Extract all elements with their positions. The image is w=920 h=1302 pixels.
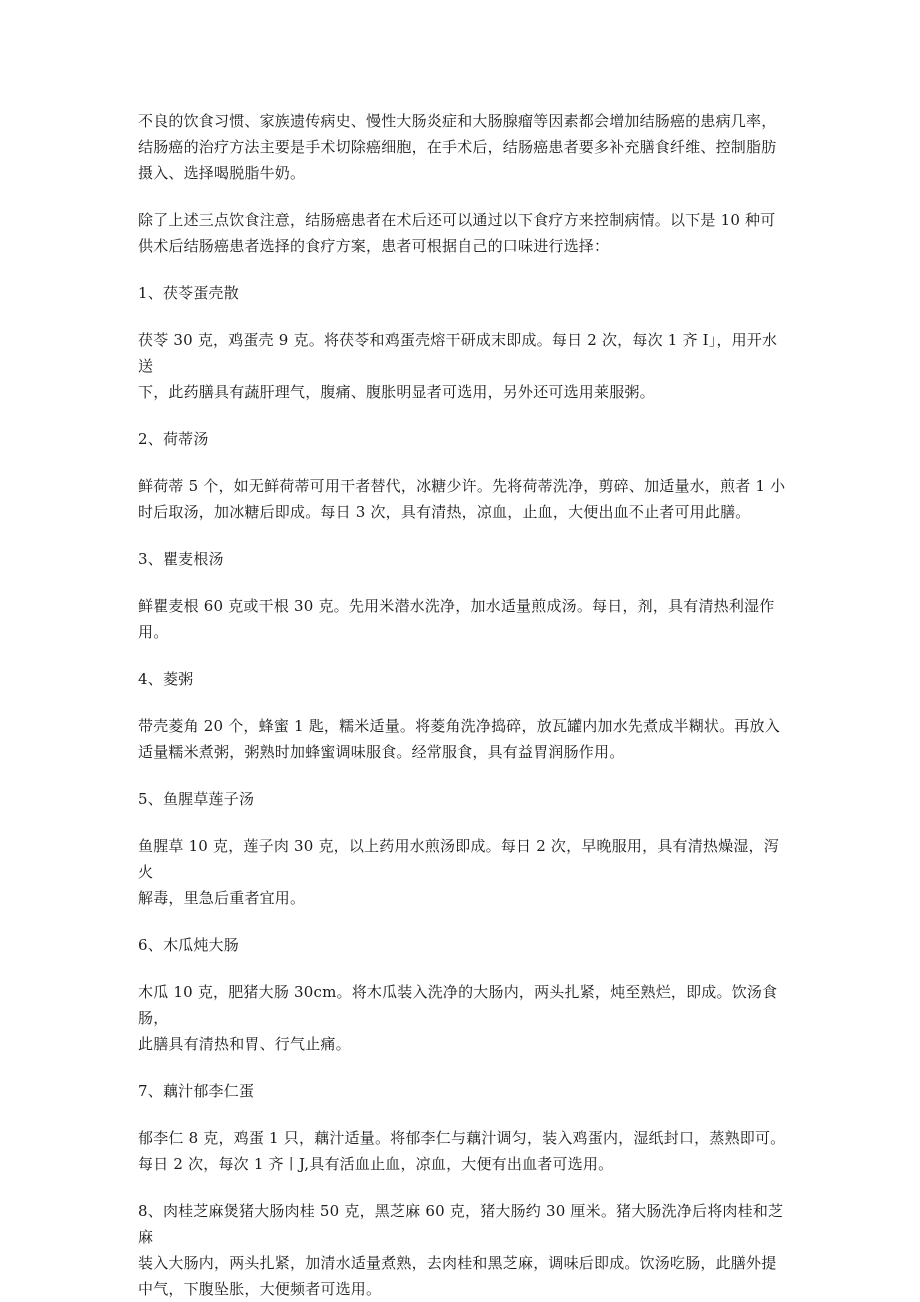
recipe-5-line-1: 鱼腥草 10 克，莲子肉 30 克，以上药用水煎汤即成。每日 2 次，早晚服用，具有清热燥湿，泻火 (138, 837, 779, 881)
recipe-2-body (138, 473, 788, 525)
recipe-1-line-1: 茯苓 30 克，鸡蛋壳 9 克。将茯苓和鸡蛋壳熔干研成末即成。每日 2 次，每次 1 齐 I」，用开水送 (138, 331, 778, 375)
recipe-7-body (138, 1125, 788, 1177)
recipe-7-line-1: 郁李仁 8 克，鸡蛋 1 只，藕汁适量。将郁李仁与藕汁调匀，装入鸡蛋内，湿纸封口，蒸熟即可。 (138, 1129, 786, 1147)
recipe-6-body (138, 979, 788, 1057)
recipe-6-heading: 6、木瓜炖大肠 (138, 936, 239, 954)
recipe-1-heading: 1、茯苓蛋壳散 (138, 284, 239, 302)
second-line-1: 除了上述三点饮食注意，结肠癌患者在术后还可以通过以下食疗方来控制病情。以下是 10 种可 (138, 211, 776, 229)
recipe-3-line-1: 鲜瞿麦根 60 克或干根 30 克。先用米潜水洗净，加水适量煎成汤。每日，剂，具有清热利湿作用。 (138, 597, 775, 641)
recipe-4-line-1: 带壳菱角 20 个，蜂蜜 1 匙，糯米适量。将菱角洗净捣碎，放瓦罐内加水先煮成半糊状。再放入 (138, 717, 780, 735)
recipe-7-heading: 7、藕汁郁李仁蛋 (138, 1082, 255, 1100)
recipe-2-line-1: 鲜荷蒂 5 个，如无鲜荷蒂可用干者替代，冰糖少许。先将荷蒂洗净，剪碎、加适量水，煎者 1 小 (138, 477, 786, 495)
recipe-8-body (138, 1198, 788, 1302)
second-paragraph (138, 207, 788, 259)
recipe-3-body (138, 593, 788, 645)
recipe-3-heading: 3、瞿麦根汤 (138, 550, 224, 568)
recipe-1-body (138, 327, 788, 405)
intro-line-2: 结肠癌的治疗方法主要是手术切除癌细胞，在手术后，结肠癌患者要多补充膳食纤维、控制脂肪 (138, 138, 777, 156)
recipe-5-line-2: 解毒，里急后重者宜用。 (138, 889, 306, 907)
recipe-4-line-2: 适量糯米煮粥，粥熟时加蜂蜜调味服食。经常服食，具有益胃润肠作用。 (138, 743, 625, 761)
recipe-8-line-1: 8、肉桂芝麻煲猪大肠肉桂 50 克，黑芝麻 60 克，猪大肠约 30 厘米。猪大肠洗净后将肉桂和芝麻 (138, 1202, 784, 1246)
recipe-8-line-3: 中气，下腹坠胀，大便频者可选用。 (138, 1280, 382, 1298)
recipe-7-line-2: 每日 2 次，每次 1 齐丨J,具有活血止血，凉血，大便有出血者可选用。 (138, 1155, 614, 1173)
intro-paragraph (138, 108, 788, 186)
recipe-5-body (138, 833, 788, 911)
recipe-2-heading: 2、荷蒂汤 (138, 430, 209, 448)
recipe-2-line-2: 时后取汤，加冰糖后即成。每日 3 次，具有清热，凉血，止血，大便出血不止者可用此膳。 (138, 503, 751, 521)
recipe-6-line-1: 木瓜 10 克，肥猪大肠 30cm。将木瓜装入洗净的大肠内，两头扎紧，炖至熟烂，即成。饮汤食肠， (138, 983, 778, 1027)
recipe-1-line-2: 下，此药膳具有蔬肝理气，腹痛、腹胀明显者可选用，另外还可选用莱服粥。 (138, 383, 655, 401)
recipe-5-heading: 5、鱼腥草莲子汤 (138, 790, 255, 808)
recipe-6-line-2: 此膳具有清热和胃、行气止痛。 (138, 1035, 351, 1053)
second-line-2: 供术后结肠癌患者选择的食疗方案，患者可根据自己的口味进行选择： (138, 237, 610, 255)
intro-line-3: 摄入、选择喝脱脂牛奶。 (138, 164, 306, 182)
document-body (138, 108, 788, 1302)
recipe-4-heading: 4、菱粥 (138, 670, 194, 688)
recipe-4-body (138, 713, 788, 765)
intro-line-1: 不良的饮食习惯、家族遗传病史、慢性大肠炎症和大肠腺瘤等因素都会增加结肠癌的患病几率， (138, 112, 777, 130)
recipe-8-line-2: 装入大肠内，两头扎紧，加清水适量煮熟，去肉桂和黑芝麻，调味后即成。饮汤吃肠，此膳外提 (138, 1254, 777, 1272)
